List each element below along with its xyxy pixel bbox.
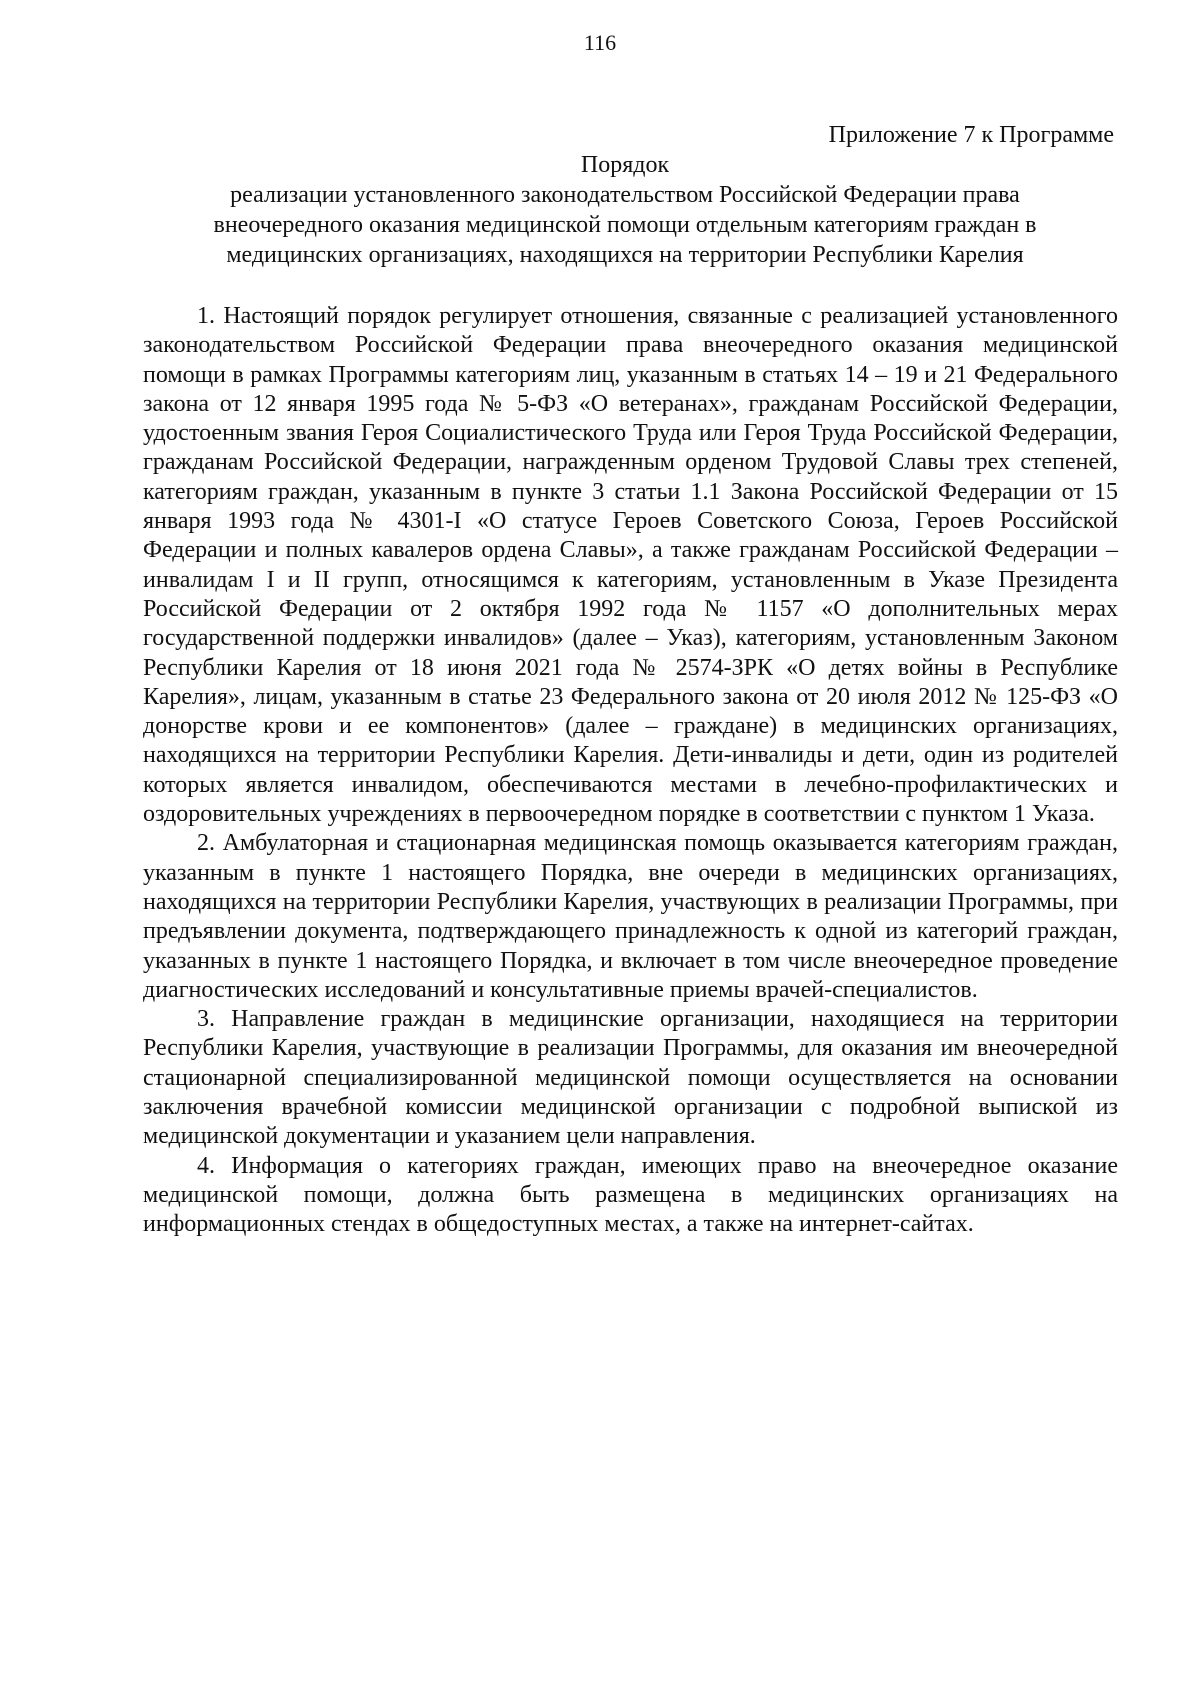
page-number: 116 (583, 30, 617, 55)
document-title (130, 150, 1120, 270)
paragraph-1: 1. Настоящий порядок регулирует отношения, связанные с реализацией установленного законодательством Российской Федерации права внеочередного оказания медицинской помощи в рамках Программы категориям лиц, указанным в статьях 14 – 19 и 21 Федерального закона от 12 января 1995 года № 5-ФЗ «О ветеранах», гражданам Российской Федерации, удостоенным звания Героя Социалистического Труда или Героя Труда Российской Федерации, гражданам Российской Федерации, награжденным орденом Трудовой Славы трех степеней, категориям граждан, указанным в пункте 3 статьи 1.1 Закона Российской Федерации от 15 января 1993 года № 4301-I «О статусе Героев Советского Союза, Героев Российской Федерации и полных кавалеров ордена Славы», а также гражданам Российской Федерации – инвалидам I и II групп, относящимся к категориям, установленным в Указе Президента Российской Федерации от 2 октября 1992 года № 1157 «О дополнительных мерах государственной поддержки инвалидов» (далее – Указ), категориям, установленным Законом Республики Карелия от 18 июня 2021 года № 2574-ЗРК «О детях войны в Республике Карелия», лицам, указанным в статье 23 Федерального закона от 20 июля 2012 № 125-ФЗ «О донорстве крови и ее компонентов» (далее – граждане) в медицинских организациях, находящихся на территории Республики Карелия. Дети-инвалиды и дети, один из родителей которых является инвалидом, обеспечиваются местами в лечебно-профилактических и оздоровительных учреждениях в первоочередном порядке в соответствии с пунктом 1 Указа. (143, 303, 1118, 828)
document-body (143, 302, 1118, 1240)
title-line-2: реализации установленного законодательством Российской Федерации права (230, 182, 1020, 208)
title-line-4: медицинских организациях, находящихся на территории Республики Карелия (226, 242, 1024, 268)
paragraph-4: 4. Информация о категориях граждан, имеющих право на внеочередное оказание медицинской помощи, должна быть размещена в медицинских организациях на информационных стендах в общедоступных местах, а также на интернет-сайтах. (143, 1152, 1118, 1238)
appendix-reference: Приложение 7 к Программе (828, 122, 1114, 148)
title-line-1: Порядок (580, 152, 670, 178)
title-line-3: внеочередного оказания медицинской помощи отдельным категориям граждан в (213, 212, 1037, 238)
paragraph-2: 2. Амбулаторная и стационарная медицинская помощь оказывается категориям граждан, указанным в пункте 1 настоящего Порядка, вне очереди в медицинских организациях, находящихся на территории Республики Карелия, участвующих в реализации Программы, при предъявлении документа, подтверждающего принадлежность к одной из категорий граждан, указанных в пункте 1 настоящего Порядка, и включает в том числе внеочередное проведение диагностических исследований и консультативные приемы врачей-специалистов. (143, 830, 1118, 1003)
paragraph-3: 3. Направление граждан в медицинские организации, находящиеся на территории Республики Карелия, участвующие в реализации Программы, для оказания им внеочередной стационарной специализированной медицинской помощи осуществляется на основании заключения врачебной комиссии медицинской организации с подробной выпиской из медицинской документации и указанием цели направления. (143, 1006, 1118, 1150)
